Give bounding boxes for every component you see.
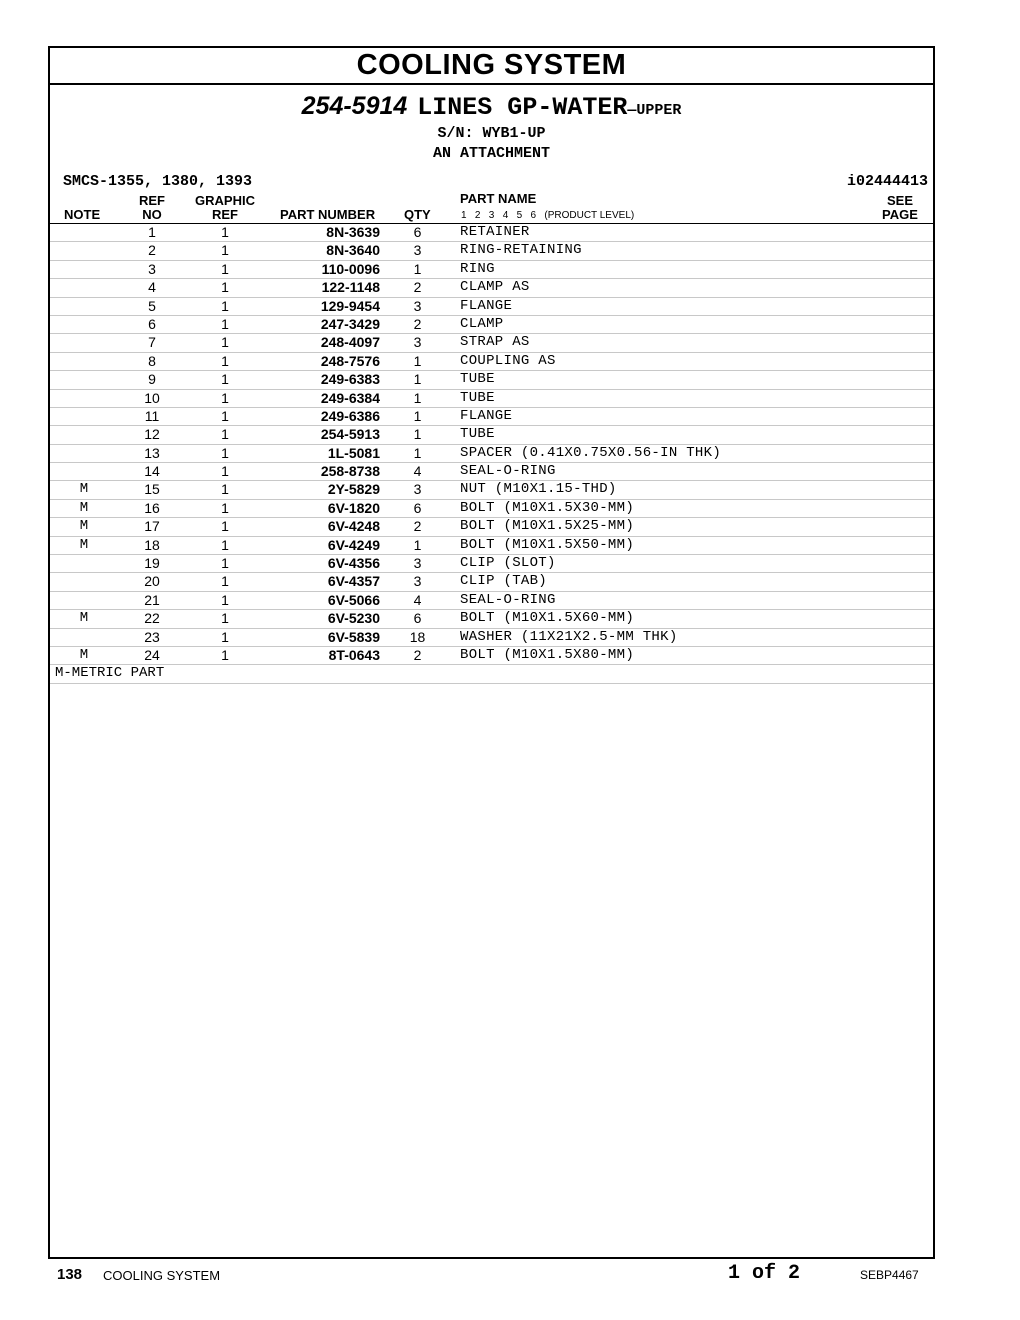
ref-no-cell: 13 <box>144 444 160 461</box>
part-number-cell: 258-8738 <box>320 463 380 480</box>
qty-cell: 1 <box>413 407 422 424</box>
section-title: COOLING SYSTEM <box>50 48 933 85</box>
graphic-ref-cell: 1 <box>221 610 229 627</box>
ref-no-cell: 12 <box>144 426 160 443</box>
part-name-cell: RING <box>460 260 495 277</box>
part-number-cell: 6V-5066 <box>327 591 380 608</box>
qty-cell: 2 <box>413 315 422 332</box>
page-frame <box>48 46 935 1259</box>
table-row <box>50 279 933 297</box>
table-row <box>50 629 933 647</box>
graphic-ref-cell: 1 <box>221 279 229 296</box>
ref-no-cell: 18 <box>144 536 160 553</box>
ref-no-cell: 1 <box>148 224 156 240</box>
table-row <box>50 537 933 555</box>
ref-no-cell: 11 <box>144 407 160 424</box>
qty-cell: 3 <box>413 555 422 572</box>
ref-no-cell: 7 <box>148 334 156 351</box>
graphic-ref-cell: 1 <box>221 646 229 663</box>
ref-no-cell: 10 <box>144 389 160 406</box>
graphic-ref-cell: 1 <box>221 463 229 480</box>
graphic-ref-cell: 1 <box>221 481 229 498</box>
graphic-ref-cell: 1 <box>221 242 229 259</box>
group-heading <box>50 93 933 124</box>
table-row <box>50 334 933 352</box>
ref-no-cell: 9 <box>148 371 156 388</box>
qty-cell: 1 <box>413 371 422 388</box>
table-row <box>50 463 933 481</box>
part-name-cell: BOLT (M10X1.5X80-MM) <box>460 646 635 663</box>
table-row <box>50 555 933 573</box>
qty-cell: 2 <box>413 279 422 296</box>
qty-cell: 6 <box>413 224 422 240</box>
part-number-cell: 8N-3640 <box>326 242 380 259</box>
graphic-ref-cell: 1 <box>221 389 229 406</box>
part-name-cell: TUBE <box>460 426 495 443</box>
table-row <box>50 242 933 260</box>
ref-no-cell: 23 <box>144 628 160 645</box>
footer-page-of: 1 of 2 <box>728 1262 801 1285</box>
part-name-cell: RETAINER <box>460 224 530 240</box>
page-footer <box>0 1264 1020 1288</box>
header-graphic-bottom: REF <box>212 207 238 222</box>
part-name-cell: BOLT (M10X1.5X25-MM) <box>460 518 635 535</box>
footer-section: COOLING SYSTEM <box>103 1268 221 1283</box>
qty-cell: 3 <box>413 297 422 314</box>
table-row <box>50 316 933 334</box>
ref-no-cell: 17 <box>144 518 160 535</box>
table-row <box>50 500 933 518</box>
table-row <box>50 573 933 591</box>
qty-cell: 1 <box>413 389 422 406</box>
graphic-ref-cell: 1 <box>221 334 229 351</box>
part-number-cell: 249-6383 <box>320 371 380 388</box>
part-name-cell: RING-RETAINING <box>460 242 582 259</box>
part-name-cell: NUT (M10X1.15-THD) <box>460 481 617 498</box>
part-number-cell: 8T-0643 <box>328 646 380 663</box>
part-number-cell: 110-0096 <box>321 260 380 277</box>
part-number-cell: 248-7576 <box>320 352 380 369</box>
ref-no-cell: 19 <box>144 555 160 572</box>
table-row <box>50 445 933 463</box>
table-header <box>50 193 933 224</box>
note-cell: M <box>79 646 89 663</box>
ref-no-cell: 16 <box>144 499 160 516</box>
table-row <box>50 610 933 628</box>
header-note: NOTE <box>64 207 101 222</box>
graphic-ref-cell: 1 <box>221 407 229 424</box>
part-name-cell: FLANGE <box>460 407 513 424</box>
note-cell: M <box>79 518 89 535</box>
header-graphic-top: GRAPHIC <box>195 193 255 208</box>
table-row <box>50 298 933 316</box>
ref-no-cell: 21 <box>144 591 160 608</box>
part-number-cell: 6V-4248 <box>327 518 380 535</box>
graphic-ref-cell: 1 <box>221 297 229 314</box>
ref-no-cell: 4 <box>148 279 156 296</box>
graphic-ref-cell: 1 <box>221 352 229 369</box>
part-number-cell: 1L-5081 <box>327 444 380 461</box>
ref-no-cell: 8 <box>148 352 156 369</box>
part-name-cell: TUBE <box>460 371 495 388</box>
part-number-cell: 6V-5839 <box>327 628 380 645</box>
parts-table-body <box>50 224 933 665</box>
ref-no-cell: 15 <box>144 481 160 498</box>
graphic-ref-cell: 1 <box>221 444 229 461</box>
header-see-top: SEE <box>886 193 913 208</box>
note-cell: M <box>79 610 89 627</box>
part-number-cell: 6V-4357 <box>327 573 380 590</box>
header-part-name: PART NAME <box>460 191 537 206</box>
part-name-cell: CLAMP <box>460 315 504 332</box>
ref-no-cell: 5 <box>148 297 156 314</box>
table-row <box>50 408 933 426</box>
ref-no-cell: 3 <box>148 260 156 277</box>
table-row <box>50 390 933 408</box>
qty-cell: 2 <box>413 518 422 535</box>
smcs-codes: SMCS-1355, 1380, 1393 <box>63 173 253 190</box>
header-qty: QTY <box>404 207 431 222</box>
qty-cell: 1 <box>413 444 422 461</box>
table-row <box>50 353 933 371</box>
ref-no-cell: 24 <box>144 646 160 663</box>
qty-cell: 6 <box>413 499 422 516</box>
header-ref-bottom: NO <box>142 207 162 222</box>
part-name-cell: CLAMP AS <box>460 279 530 296</box>
part-number-cell: 249-6384 <box>320 389 380 406</box>
note-cell: M <box>79 481 89 498</box>
header-see-bottom: PAGE <box>882 207 918 222</box>
part-name-cell: CLIP (SLOT) <box>460 555 556 572</box>
part-number-cell: 129-9454 <box>320 297 380 314</box>
graphic-ref-cell: 1 <box>221 518 229 535</box>
part-name-cell: BOLT (M10X1.5X30-MM) <box>460 499 635 516</box>
footer-doc-id: SEBP4467 <box>860 1268 919 1282</box>
qty-cell: 4 <box>413 591 422 608</box>
part-number-cell: 6V-4249 <box>327 536 380 553</box>
part-name-cell: CLIP (TAB) <box>460 573 548 590</box>
note-cell: M <box>79 499 89 516</box>
group-suffix: —UPPER <box>627 102 682 119</box>
part-number-cell: 254-5913 <box>320 426 380 443</box>
serial-number: S/N: WYB1-UP <box>437 125 546 142</box>
qty-cell: 1 <box>413 352 422 369</box>
table-row <box>50 224 933 242</box>
note-cell: M <box>79 536 89 553</box>
qty-cell: 3 <box>413 481 422 498</box>
table-row <box>50 592 933 610</box>
attachment-label: AN ATTACHMENT <box>432 145 551 162</box>
graphic-ref-cell: 1 <box>221 260 229 277</box>
qty-cell: 4 <box>413 463 422 480</box>
part-name-cell: STRAP AS <box>460 334 530 351</box>
footer-page-number: 138 <box>57 1266 83 1283</box>
graphic-ref-cell: 1 <box>221 573 229 590</box>
qty-cell: 1 <box>413 536 422 553</box>
part-name-cell: BOLT (M10X1.5X50-MM) <box>460 536 635 553</box>
graphic-ref-cell: 1 <box>221 224 229 240</box>
part-number-cell: 2Y-5829 <box>327 481 380 498</box>
ref-no-cell: 2 <box>148 242 156 259</box>
qty-cell: 1 <box>413 260 422 277</box>
graphic-ref-cell: 1 <box>221 315 229 332</box>
part-number-cell: 247-3429 <box>320 315 380 332</box>
ref-no-cell: 6 <box>148 315 156 332</box>
header-part-number: PART NUMBER <box>280 207 376 222</box>
graphic-ref-cell: 1 <box>221 555 229 572</box>
part-number-cell: 6V-5230 <box>327 610 380 627</box>
part-name-cell: SPACER (0.41X0.75X0.56-IN THK) <box>460 444 722 461</box>
illustration-id: i02444413 <box>846 173 928 190</box>
graphic-ref-cell: 1 <box>221 591 229 608</box>
part-name-cell: COUPLING AS <box>460 352 556 369</box>
group-name: LINES GP-WATER <box>417 93 628 122</box>
graphic-ref-cell: 1 <box>221 426 229 443</box>
part-number-cell: 6V-4356 <box>327 555 380 572</box>
table-row <box>50 371 933 389</box>
qty-cell: 3 <box>413 242 422 259</box>
qty-cell: 3 <box>413 573 422 590</box>
part-name-cell: SEAL-O-RING <box>460 463 556 480</box>
header-product-level: 1 2 3 4 5 6 (PRODUCT LEVEL) <box>461 210 635 221</box>
ref-no-cell: 14 <box>144 463 160 480</box>
part-number-cell: 122-1148 <box>321 279 380 296</box>
smcs-row <box>50 173 933 191</box>
part-number-cell: 248-4097 <box>320 334 380 351</box>
part-number-cell: 6V-1820 <box>327 499 380 516</box>
qty-cell: 1 <box>413 426 422 443</box>
qty-cell: 6 <box>413 610 422 627</box>
qty-cell: 2 <box>413 646 422 663</box>
table-row <box>50 481 933 499</box>
part-name-cell: FLANGE <box>460 297 513 314</box>
group-number: 254-5914 <box>301 92 408 120</box>
part-number-cell: 8N-3639 <box>326 224 380 240</box>
graphic-ref-cell: 1 <box>221 499 229 516</box>
table-row <box>50 518 933 536</box>
metric-footnote: M-METRIC PART <box>50 665 933 683</box>
graphic-ref-cell: 1 <box>221 371 229 388</box>
table-row <box>50 647 933 665</box>
qty-cell: 3 <box>413 334 422 351</box>
part-name-cell: SEAL-O-RING <box>460 591 556 608</box>
ref-no-cell: 22 <box>144 610 160 627</box>
part-name-cell: TUBE <box>460 389 495 406</box>
table-row <box>50 426 933 444</box>
graphic-ref-cell: 1 <box>221 536 229 553</box>
header-ref-top: REF <box>139 193 165 208</box>
table-row <box>50 261 933 279</box>
part-number-cell: 249-6386 <box>320 407 380 424</box>
part-name-cell: WASHER (11X21X2.5-MM THK) <box>460 628 678 645</box>
ref-no-cell: 20 <box>144 573 160 590</box>
qty-cell: 18 <box>409 628 426 645</box>
part-name-cell: BOLT (M10X1.5X60-MM) <box>460 610 635 627</box>
graphic-ref-cell: 1 <box>221 628 229 645</box>
